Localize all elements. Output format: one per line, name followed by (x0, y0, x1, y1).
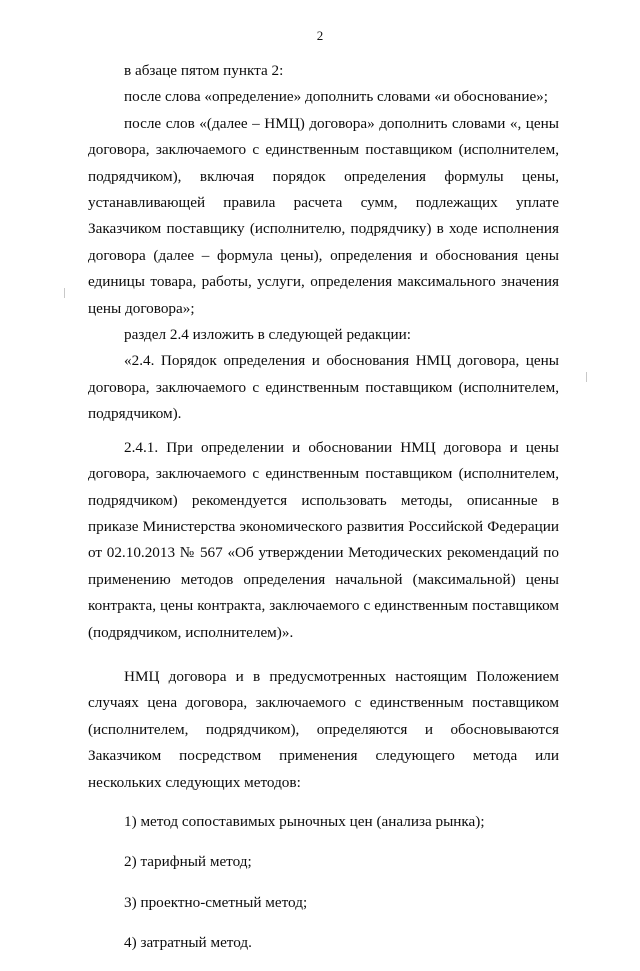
method-item: 2) тарифный метод; (124, 853, 252, 871)
scan-mark (64, 288, 65, 298)
method-item: 1) метод сопоставимых рыночных цен (анализа рынка); (124, 812, 485, 830)
paragraph-amendment-nmc: после слов «(далее – НМЦ) договора» дополнить словами «, цены договора, заключаемого с единственным поставщиком (исполнителем, подрядчиком), включая порядок определения формулы цены, устанавливающей правила расчета сумм, подлежащих уплате Заказчиком поставщику (исполнителю, подрядчику) в ходе исполнения договора (далее – формула цены), определения и обоснования цены единицы товара, работы, услуги, определения максимального значения цены договора»; (88, 114, 559, 317)
methods-list (88, 809, 559, 957)
paragraph-amendment-intro: в абзаце пятом пункта 2: (124, 62, 284, 79)
scan-mark (586, 372, 587, 382)
paragraph-section-instruction: раздел 2.4 изложить в следующей редакции: (124, 326, 412, 344)
paragraph-section-2-4-1: 2.4.1. При определении и обосновании НМЦ договора и цены договора, заключаемого с единственным поставщиком (исполнителем, подрядчиком) рекомендуется использовать методы, описанные в приказе Министерства экономического развития Российской Федерации от 02.10.2013 № 567 «Об утверждении Методических рекомендаций по применению методов определения начальной (максимальной) цены контракта, цены контракта, заключаемого с единственным поставщиком (подрядчиком, исполнителем)». (88, 438, 559, 641)
paragraph-amendment-definition: после слова «определение» дополнить словами «и обоснование»; (124, 88, 548, 106)
method-item: 4) затратный метод. (124, 934, 252, 952)
paragraph-section-2-4-title: «2.4. Порядок определения и обоснования НМЦ договора, цены договора, заключаемого с единственным поставщиком (исполнителем, подрядчиком). (88, 352, 559, 423)
page-number: 2 (316, 28, 324, 43)
document-body (88, 58, 559, 971)
paragraph-methods-intro: НМЦ договора и в предусмотренных настоящим Положением случаях цена договора, заключаемого с единственным поставщиком (исполнителем, подрядчиком), определяются и обосновываются Заказчиком посредством применения следующего метода или нескольких следующих методов: (88, 667, 559, 791)
method-item: 3) проектно-сметный метод; (124, 893, 308, 911)
